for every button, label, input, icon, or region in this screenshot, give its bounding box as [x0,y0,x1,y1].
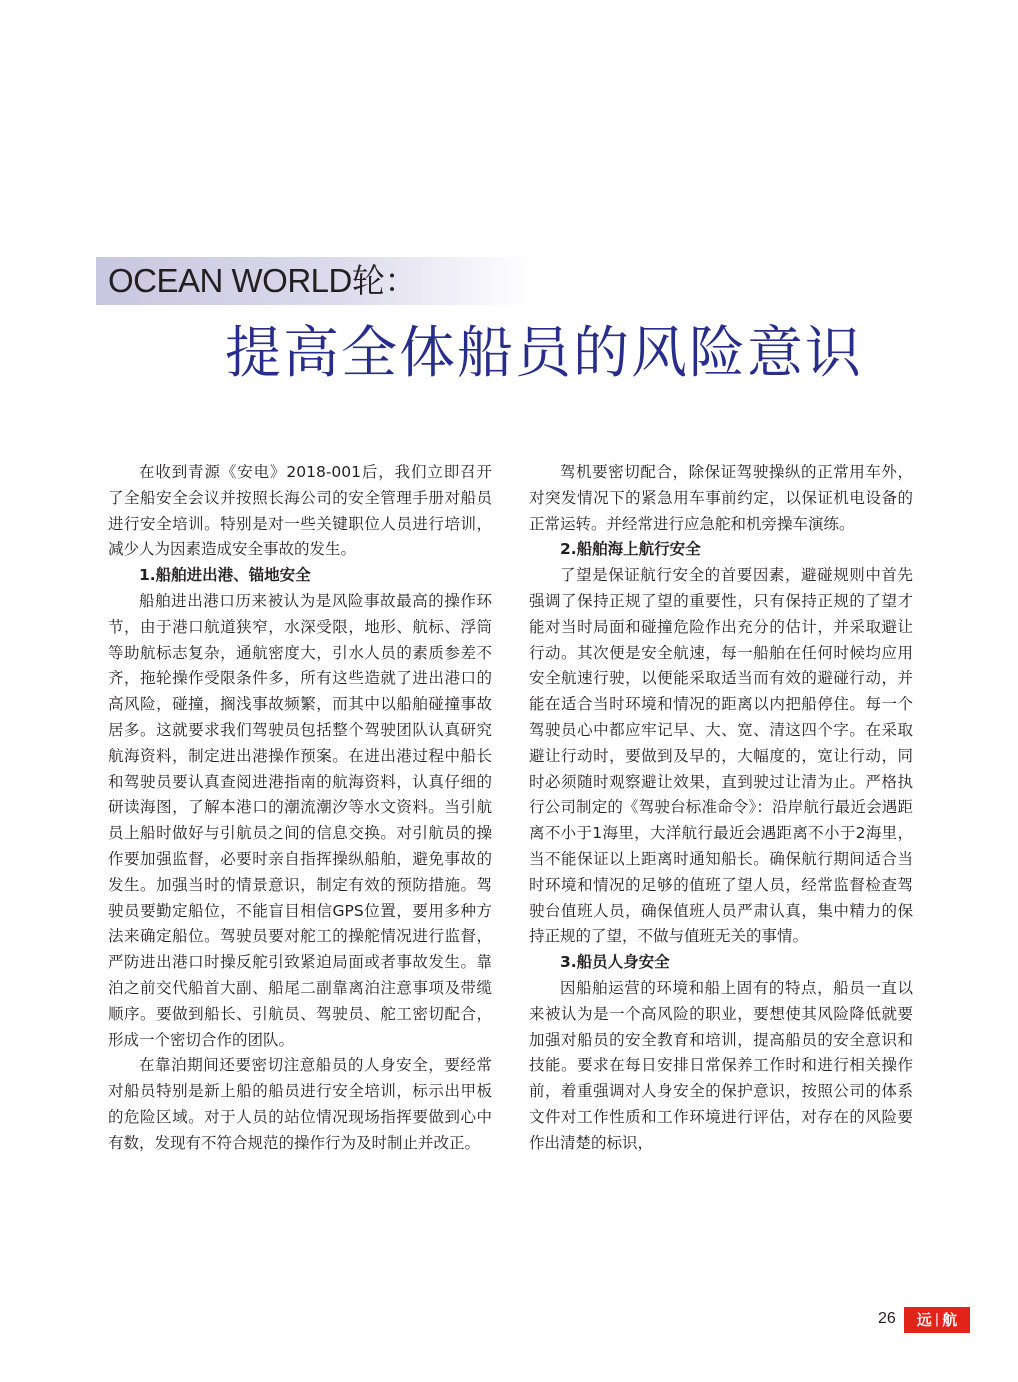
masthead-separator: | [934,1312,940,1327]
right-text-column [529,460,913,1157]
section-heading: 1.船舶进出港、锚地安全 [139,566,311,585]
masthead-char: 航 [942,1311,958,1329]
paragraph: 在收到青源《安电》2018-001后，我们立即召开了全船安全会议并按照长海公司的安全管理手册对船员进行安全培训。特别是对一些关键职位人员进行培训，减少人为因素造成安全事故的发生。 [108,463,492,559]
masthead-char: 远 [916,1311,932,1329]
paragraph: 了望是保证航行安全的首要因素，避碰规则中首先强调了保持正规了望的重要性，只有保持正规的了望才能对当时局面和碰撞危险作出充分的估计，并采取避让行动。其次便是安全航速，每一船舶在任何时候均应用安全航速行驶，以便能采取适当而有效的避碰行动，并能在适合当时环境和情况的距离以内把船停住。每一个驾驶员心中都应牢记早、大、宽、清这四个字。在采取避让行动时，要做到及早的，大幅度的，宽让行动，同时必须随时观察避让效果，直到驶过让清为止。严格执行公司制定的《驾驶台标准命令》：沿岸航行最近会遇距离不小于1海里，大洋航行最近会遇距离不小于2海里，当不能保证以上距离时通知船长。确保航行期间适合当时环境和情况的足够的值班了望人员，经常监督检查驾驶台值班人员，确保值班人员严肃认真，集中精力的保持正规的了望，不做与值班无关的事情。 [529,566,913,946]
magazine-masthead-logo [904,1307,970,1333]
left-text-column [108,460,492,1157]
paragraph: 因船舶运营的环境和船上固有的特点，船员一直以来被认为是一个高风险的职业，要想使其风险降低就要加强对船员的安全教育和培训，提高船员的安全意识和技能。要求在每日安排日常保养工作时和进行相关操作前，着重强调对人身安全的保护意识，按照公司的体系文件对工作性质和工作环境进行评估，对存在的风险要作出清楚的标识， [529,978,913,1152]
section-heading: 2.船舶海上航行安全 [560,540,701,559]
page-number: 26 [878,1310,896,1327]
article-kicker: OCEAN WORLD轮： [108,262,417,299]
paragraph: 驾机要密切配合，除保证驾驶操纵的正常用车外，对突发情况下的紧急用车事前约定，以保证机电设备的正常运转。并经常进行应急舵和机旁操车演练。 [529,463,913,533]
article-title: 提高全体船员的风险意识 [225,321,863,386]
paragraph: 船舶进出港口历来被认为是风险事故最高的操作环节，由于港口航道狭窄，水深受限，地形、航标、浮筒等助航标志复杂，通航密度大，引水人员的素质参差不齐，拖轮操作受限条件多，所有这些造就了进出港口的高风险，碰撞，搁浅事故频繁，而其中以船舶碰撞事故居多。这就要求我们驾驶员包括整个驾驶团队认真研究航海资料，制定进出港操作预案。在进出港过程中船长和驾驶员要认真查阅进港指南的航海资料，认真仔细的研读海图，了解本港口的潮流潮汐等水文资料。当引航员上船时做好与引航员之间的信息交换。对引航员的操作要加强监督，必要时亲自指挥操纵船舶，避免事故的发生。加强当时的情景意识，制定有效的预防措施。驾驶员要勤定船位，不能盲目相信GPS位置，要用多种方法来确定船位。驾驶员要对舵工的操舵情况进行监督，严防进出港口时操反舵引致紧迫局面或者事故发生。靠泊之前交代船首大副、船尾二副靠离泊注意事项及带缆顺序。要做到船长、引航员、驾驶员、舵工密切配合，形成一个密切合作的团队。 [108,591,492,1049]
section-heading: 3.船员人身安全 [560,953,670,972]
paragraph: 在靠泊期间还要密切注意船员的人身安全，要经常对船员特别是新上船的船员进行安全培训，标示出甲板的危险区域。对于人员的站位情况现场指挥要做到心中有数，发现有不符合规范的操作行为及时制止并改正。 [108,1056,492,1152]
